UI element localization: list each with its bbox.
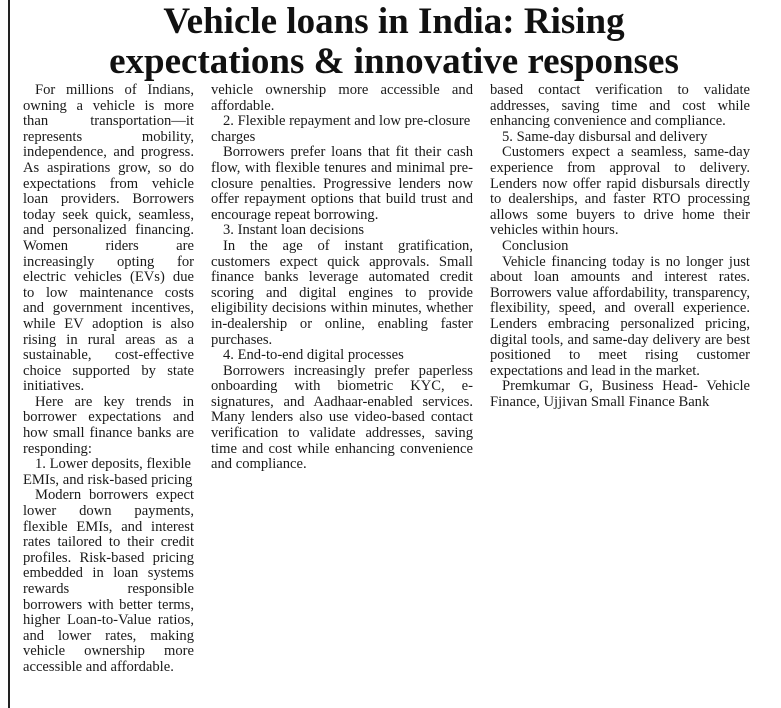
trend-4-heading: 4. End-to-end digital processes bbox=[223, 347, 404, 364]
trend-4-body-continued: based contact verification to validate addresses, saving time and cost while enhancing convenience and compliance. bbox=[490, 82, 750, 130]
trend-2-heading: 2. Flexible repayment and low pre-closure charges bbox=[211, 113, 471, 145]
intro-paragraph: For millions of Indians, owning a vehicle is more than transportation—it represents mobility, independence, and progress. As aspirations grow, so do expectations from vehicle loan providers. Borrowers today seek quick, seamless, and personalized financing. Women riders are increasingly opting for electric vehicles (EVs) due to low maintenance costs and government incentives, while EV adoption is also rising in rural areas as a sustainable, cost-effective choice supported by state initiatives. bbox=[23, 82, 194, 395]
headline bbox=[14, 2, 774, 82]
trend-1-heading: 1. Lower deposits, flexible EMIs, and risk-based pricing bbox=[23, 456, 193, 488]
column-rule bbox=[8, 0, 10, 708]
trend-4-body: Borrowers increasingly prefer paperless onboarding with biometric KYC, e-signatures, and Aadhaar-enabled services. Many lenders also use video-based contact verification to validate addresses, saving time and cost while enhancing convenience and compliance. bbox=[211, 362, 473, 473]
trend-3-body: In the age of instant gratification, customers expect quick approvals. Small finance banks leverage automated credit scoring and digital engines to provide eligibility decisions within minutes, whether in-dealership or online, enabling faster purchases. bbox=[211, 237, 473, 348]
article-column-2 bbox=[211, 82, 473, 473]
trend-5-body: Customers expect a seamless, same-day experience from approval to delivery. Lenders now offer rapid disbursals directly to dealerships, and faster RTO processing allows some buyers to drive home their vehicles within hours. bbox=[490, 144, 750, 239]
headline-line-1: Vehicle loans in India: Rising bbox=[163, 1, 625, 42]
trends-intro-paragraph: Here are key trends in borrower expectations and how small finance banks are responding: bbox=[23, 393, 194, 457]
trend-1-body: Modern borrowers expect lower down payments, flexible EMIs, and interest rates tailored to their credit profiles. Risk-based pricing embedded in loan systems rewards responsible borrowers with better terms, higher Loan-to-Value ratios, and lower rates, making vehicle ownership more accessible and affordable. bbox=[23, 487, 194, 675]
headline-line-2: expectations & innovative responses bbox=[109, 41, 679, 82]
article-column-3 bbox=[490, 83, 750, 410]
trend-1-body-continued: vehicle ownership more accessible and affordable. bbox=[211, 82, 473, 114]
byline: Premkumar G, Business Head- Vehicle Finance, Ujjivan Small Finance Bank bbox=[490, 378, 750, 410]
trend-5-heading: 5. Same-day disbursal and delivery bbox=[502, 128, 708, 145]
trend-2-body: Borrowers prefer loans that fit their cash flow, with flexible tenures and minimal pre-closure penalties. Progressive lenders now offer repayment options that build trust and encourage repeat borrowing. bbox=[211, 144, 473, 223]
conclusion-heading: Conclusion bbox=[502, 237, 569, 254]
trend-3-heading: 3. Instant loan decisions bbox=[223, 222, 365, 239]
article-column-1 bbox=[23, 82, 194, 675]
conclusion-body: Vehicle financing today is no longer just about loan amounts and interest rates. Borrowers value affordability, transparency, flexibility, speed, and overall experience. Lenders embracing personalized pricing, digital tools, and same-day delivery are best positioned to meet rising customer expectations and lead in the market. bbox=[490, 253, 750, 379]
